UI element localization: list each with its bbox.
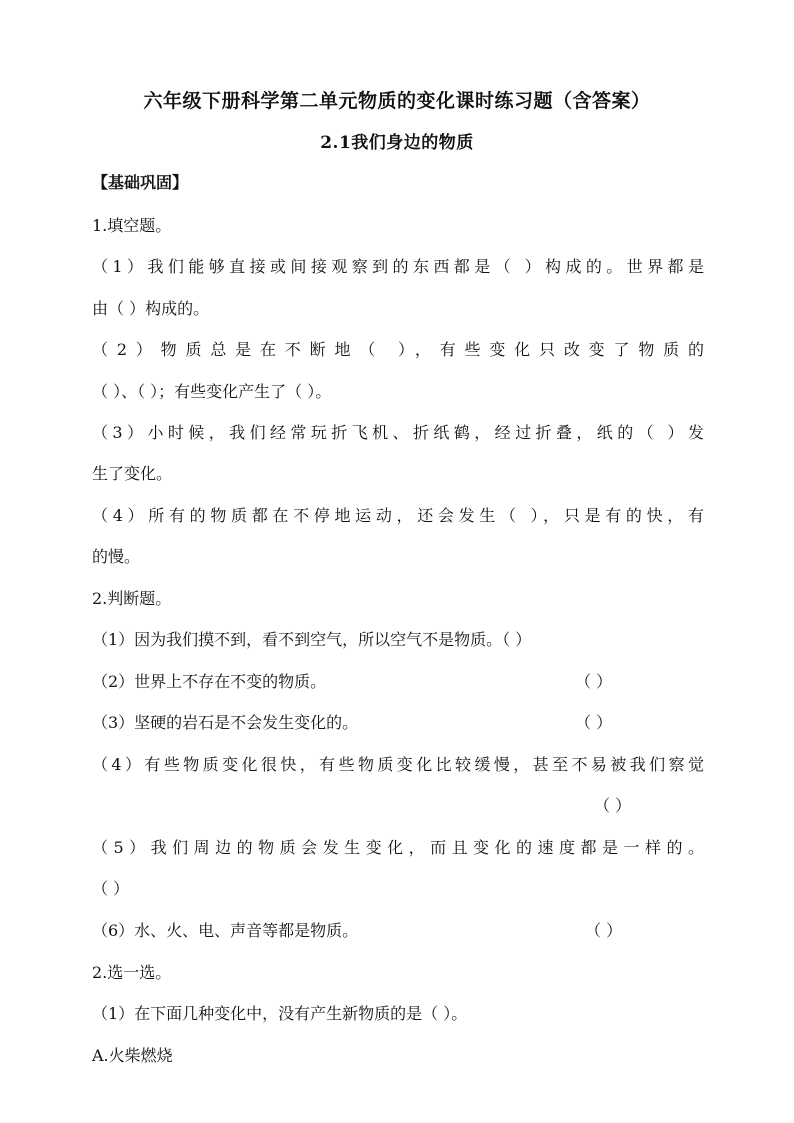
page-title: 六年级下册科学第二单元物质的变化课时练习题（含答案） [143, 90, 651, 112]
q1-item-3-line-2: 生了变化。 [92, 464, 173, 483]
q1-item-2-line-2: （ ）、（ ）；有些变化产生了（ ）。 [92, 382, 332, 401]
q2-item-1: （1）因为我们摸不到，看不到空气，所以空气不是物质。（ ） [92, 630, 532, 649]
q1-item-4-line-1: （4）所有的物质都在不停地运动，还会发生（ ），只是有的快，有 [92, 506, 704, 525]
q2-item-4-answer-blank: （ ） [594, 796, 632, 815]
q1-item-1-line-2: 由（ ）构成的。 [92, 299, 210, 318]
section-heading: 【基础巩固】 [92, 173, 189, 192]
q1-item-3-line-1: （3）小时候，我们经常玩折飞机、折纸鹤，经过折叠，纸的（ ）发 [92, 423, 704, 442]
q2-item-5: （5）我们周边的物质会发生变化，而且变化的速度都是一样的。 [92, 838, 704, 857]
q3-option-a: A.火柴燃烧 [92, 1046, 173, 1065]
q3-item-1: （1）在下面几种变化中，没有产生新物质的是（ ）。 [92, 1004, 468, 1023]
q2-item-2: （2）世界上不存在不变的物质。 [92, 672, 327, 691]
lesson-subtitle: 2.1我们身边的物质 [320, 133, 474, 153]
q2-item-3-answer-blank: （ ） [575, 713, 613, 732]
q2-item-4: （4）有些物质变化很快，有些物质变化比较缓慢，甚至不易被我们察觉 [92, 755, 704, 774]
q1-item-1-line-1: （1）我们能够直接或间接观察到的东西都是（ ）构成的。世界都是 [92, 257, 704, 276]
q2-item-3: （3）坚硬的岩石是不会发生变化的。 [92, 713, 359, 732]
q1-item-4-line-2: 的慢。 [92, 547, 141, 566]
q1-item-2-line-1: （2）物质总是在不断地（ ），有些变化只改变了物质的 [92, 340, 704, 359]
q3-heading: 2.选一选。 [92, 963, 172, 982]
q2-item-6-answer-blank: （ ） [585, 921, 623, 940]
q2-heading: 2.判断题。 [92, 589, 172, 608]
q1-heading: 1.填空题。 [92, 216, 172, 235]
q2-item-5-answer-blank: （ ） [92, 879, 130, 898]
q2-item-2-answer-blank: （ ） [575, 672, 613, 691]
q2-item-6: （6）水、火、电、声音等都是物质。 [92, 921, 359, 940]
